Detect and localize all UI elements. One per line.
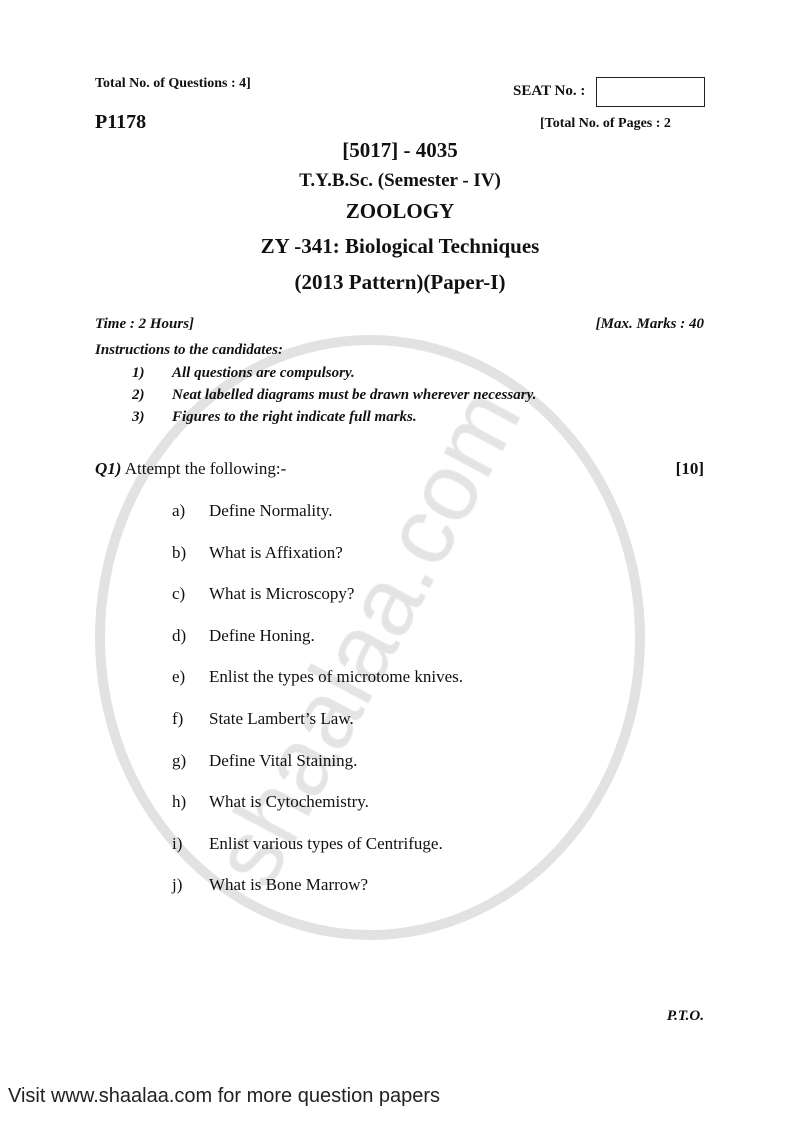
question-item: j) What is Bone Marrow? (172, 875, 369, 894)
question-item: a) Define Normality. (172, 501, 333, 520)
subject: ZOOLOGY (345, 199, 455, 223)
instructions-heading: Instructions to the candidates: (95, 342, 283, 358)
question-item: c) What is Microscopy? (172, 584, 355, 603)
question-item: b) What is Affixation? (172, 543, 343, 562)
pto-note: P.T.O. (666, 1008, 704, 1024)
question-item: e) Enlist the types of microtome knives. (172, 667, 464, 686)
seat-label: SEAT No. : (513, 83, 586, 99)
instruction-item: 1) All questions are compulsory. (132, 365, 355, 381)
footer-link[interactable]: Visit www.shaalaa.com for more question papers (8, 1085, 441, 1107)
question-item: g) Define Vital Staining. (172, 751, 358, 770)
total-pages: [Total No. of Pages : 2 (540, 116, 671, 131)
total-questions: Total No. of Questions : 4] (95, 76, 251, 91)
pattern: (2013 Pattern)(Paper-I) (294, 270, 506, 294)
instruction-item: 3) Figures to the right indicate full marks. (132, 409, 417, 425)
question-item: i) Enlist various types of Centrifuge. (172, 834, 443, 853)
paper-code: P1178 (95, 111, 147, 133)
instruction-item: 2) Neat labelled diagrams must be drawn wherever necessary. (132, 387, 537, 403)
question-item: f) State Lambert’s Law. (172, 709, 354, 728)
question-item: d) Define Honing. (172, 626, 315, 645)
exam-time: Time : 2 Hours] (95, 316, 195, 332)
max-marks: [Max. Marks : 40 (595, 316, 704, 332)
exam-code: [5017] - 4035 (342, 138, 458, 162)
paper-title: ZY -341: Biological Techniques (260, 234, 540, 258)
seat-number-box (596, 77, 705, 107)
question-1-marks: [10] (675, 459, 704, 478)
question-item: h) What is Cytochemistry. (172, 792, 369, 811)
course: T.Y.B.Sc. (Semester - IV) (299, 170, 501, 191)
question-1-heading: Q1) Attempt the following:- (95, 459, 287, 478)
